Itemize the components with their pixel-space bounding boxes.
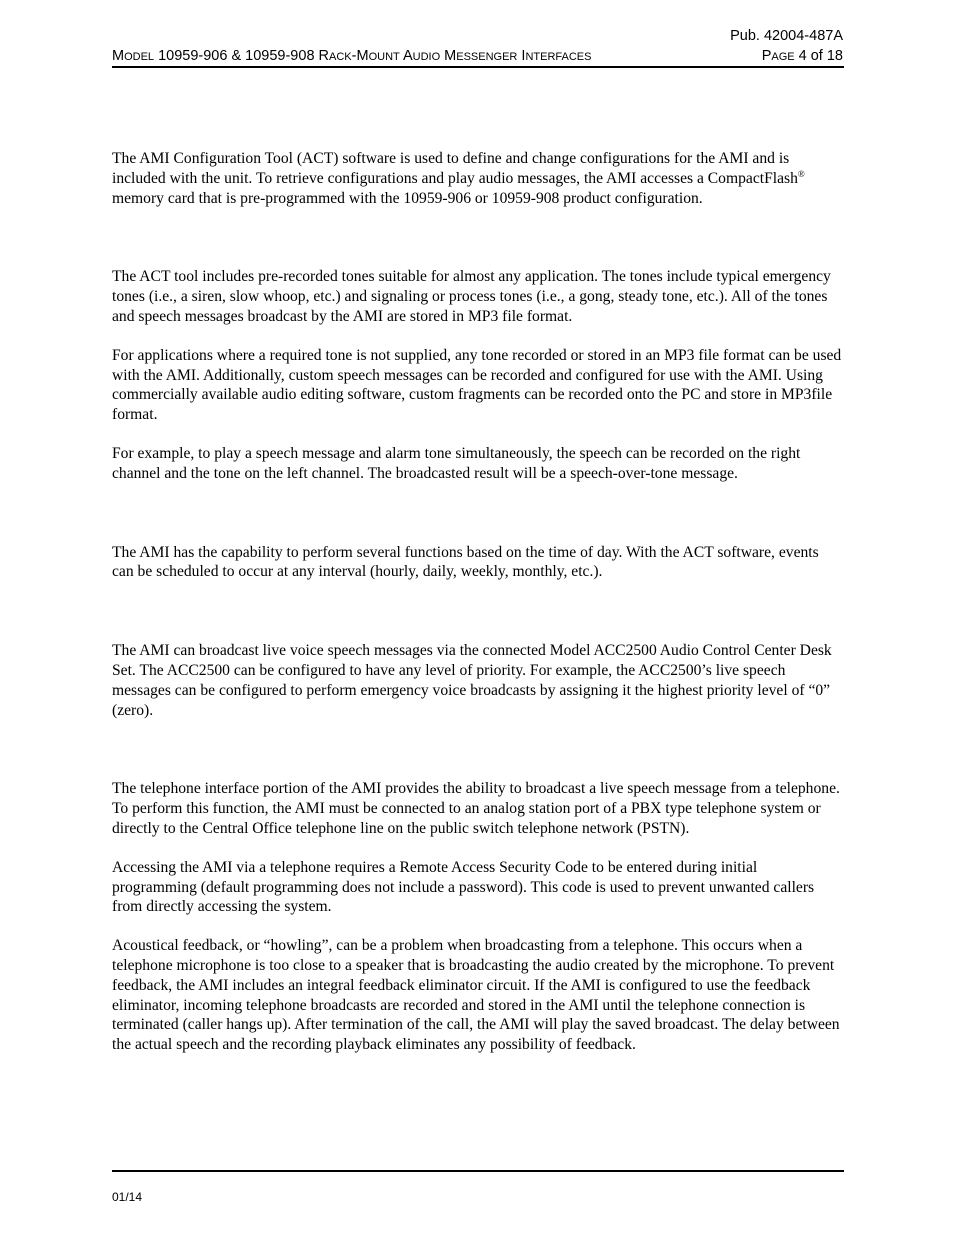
footer-date: 01/14 <box>112 1190 143 1204</box>
publication-number: Pub. 42004-487A <box>730 28 843 44</box>
page-number: PAGE 4 of 18 <box>761 48 843 64</box>
document-title: MODEL 10959-906 & 10959-908 RACK-MOUNT AUDIO MESSENGER INTERFACES <box>112 48 592 64</box>
registered-mark: ® <box>797 168 805 179</box>
paragraph-prerecorded-tones: The ACT tool includes pre-recorded tones suitable for almost any application. The tones include typical emergency tones (i.e., a siren, slow whoop, etc.) and signaling or process tones (i.e., a gong, steady tone, etc.). All of the tones and speech messages broadcast by the AMI are stored in MP3 file format. <box>112 268 831 325</box>
running-header <box>112 47 843 66</box>
page-body <box>112 149 844 1055</box>
paragraph-scheduling: The AMI has the capability to perform several functions based on the time of day. With the ACT software, events can be scheduled to occur at any interval (hourly, daily, weekly, monthly, etc.). <box>112 543 819 581</box>
footer-rule <box>112 1170 844 1172</box>
paragraph-speech-over-tone: For example, to play a speech message and alarm tone simultaneously, the speech can be recorded on the right channel and the tone on the left channel. The broadcasted result will be a speech-over-tone message. <box>112 444 801 482</box>
paragraph-remote-access: Accessing the AMI via a telephone requires a Remote Access Security Code to be entered during initial programming (default programming does not include a password). This code is used to prevent unwanted callers from directly accessing the system. <box>112 858 815 916</box>
paragraph-custom-tones: For applications where a required tone is not supplied, any tone recorded or stored in an MP3 file format can be used with the AMI. Additionally, custom speech messages can be recorded and configured for use with the AMI. Using commercially available audio editing software, custom fragments can be recorded onto the PC and store in MP3file format. <box>112 346 842 424</box>
paragraph-live-voice: The AMI can broadcast live voice speech messages via the connected Model ACC2500 Audio Control Center Desk Set. The ACC2500 can be configured to have any level of priority. For example, the ACC2500’s live speech messages can be configured to perform emergency voice broadcasts by assigning it the highest priority level of “0” (zero). <box>112 642 832 719</box>
paragraph-feedback: Acoustical feedback, or “howling”, can be a problem when broadcasting from a telephone. This occurs when a telephone microphone is too close to a speaker that is broadcasting the audio created by the microphone. To prevent feedback, the AMI includes an integral feedback eliminator circuit. If the AMI is configured to use the feedback eliminator, incoming telephone broadcasts are recorded and stored in the AMI until the telephone connection is terminated (caller hangs up). After termination of the call, the AMI will play the saved broadcast. The delay between the actual speech and the recording playback eliminates any possibility of feedback. <box>112 937 840 1054</box>
header-rule <box>112 66 844 68</box>
paragraph-telephone-interface: The telephone interface portion of the AMI provides the ability to broadcast a live speech message from a telephone. To perform this function, the AMI must be connected to an analog station port of a PBX type telephone system or directly to the Central Office telephone line on the public switch telephone network (PSTN). <box>112 780 840 837</box>
paragraph-act-software: The AMI Configuration Tool (ACT) software is used to define and change configurations for the AMI and is included with the unit. To retrieve configurations and play audio messages, the AMI accesses a CompactFlash® memory card that is pre-programmed with the 10959-906 or 10959-908 product configuration. <box>112 150 805 207</box>
